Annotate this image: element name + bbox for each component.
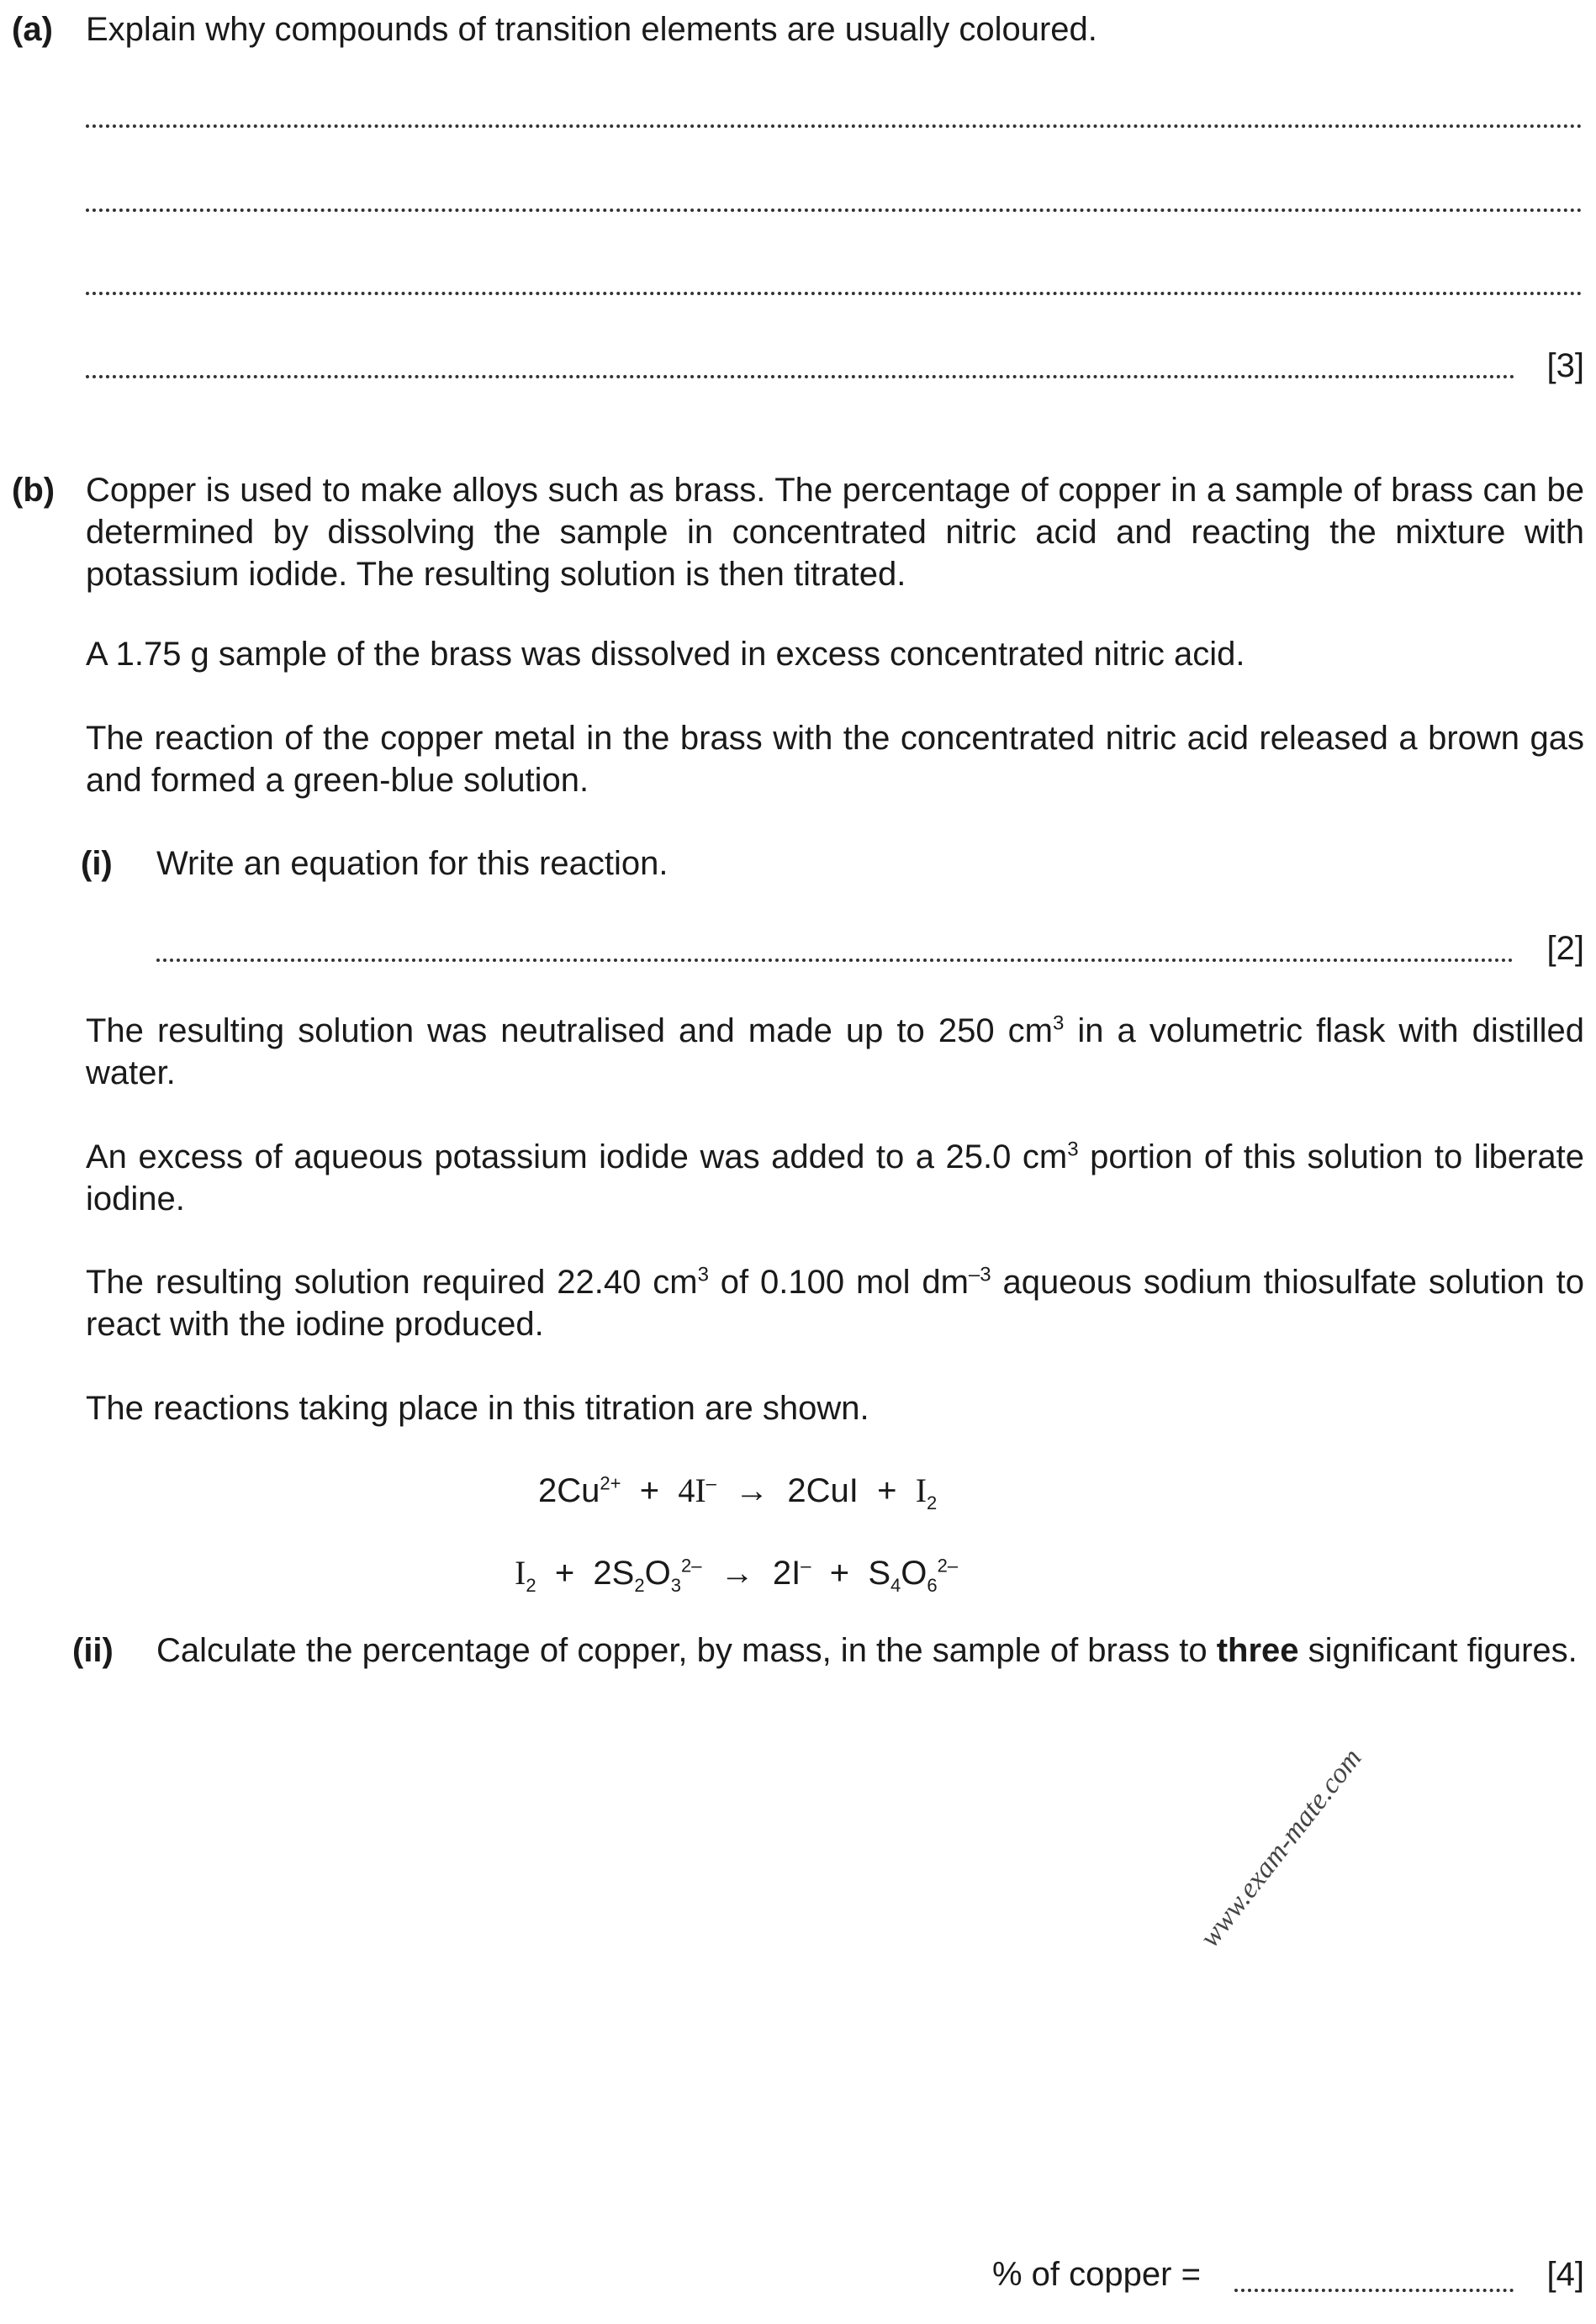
iodide-text: An excess of aqueous potassium iodide was added to a 25.0 $cm^3$ portion of this solution to liberate iodine.	[86, 1138, 1585, 1217]
answer-line-a-4[interactable]	[86, 375, 1515, 378]
part-a-label: (a)	[12, 11, 53, 48]
marks-ii: [4]	[1546, 2256, 1584, 2293]
answer-line-i[interactable]	[156, 959, 1514, 962]
reaction-text: The reaction of the copper metal in the brass with the concentrated nitric acid released a brown gas and formed a green-blue solution.	[86, 720, 1584, 799]
answer-line-a-2[interactable]	[86, 209, 1583, 212]
sub-ii-question: Calculate the percentage of copper, by mass, in the sample of brass to three significant figures.	[156, 1632, 1578, 1669]
reactions-intro: The reactions taking place in this titration are shown.	[86, 1390, 869, 1427]
marks-i: [2]	[1546, 930, 1584, 967]
marks-a: [3]	[1546, 347, 1584, 384]
part-a-question: Explain why compounds of transition elements are usually coloured.	[86, 11, 1097, 48]
sample-text: A 1.75 g sample of the brass was dissolved in excess concentrated nitric acid.	[86, 636, 1245, 673]
answer-line-ii[interactable]	[1234, 2289, 1514, 2292]
answer-line-a-3[interactable]	[86, 292, 1583, 295]
sub-ii-label: (ii)	[72, 1632, 114, 1669]
equation-2: $I_2 + 2S_2O_3^{2-} \to 2I^- + S_4O_6^{2-}$	[515, 1554, 959, 1596]
answer-line-a-1[interactable]	[86, 124, 1583, 128]
sub-i-label: (i)	[81, 845, 113, 882]
thiosulfate-text: The resulting solution required 22.40 $cm^3$ of 0.100 mol $dm^{-3}$ aqueous sodium thiosulfate solution to react with the iodine produced.	[86, 1263, 1585, 1343]
sub-i-question: Write an equation for this reaction.	[156, 845, 669, 882]
part-b-label: (b)	[12, 472, 55, 509]
answer-label-copper: % of copper =	[992, 2256, 1201, 2293]
arrow-icon: →	[735, 1472, 769, 1509]
neutralised-text: The resulting solution was neutralised and made up to 250 $cm^3$ in a volumetric flask with distilled water.	[86, 1011, 1584, 1091]
watermark: www.exam-mate.com	[1194, 1742, 1368, 1953]
equation-1: $2Cu^{2+} + 4I^- \to 2CuI + I_2$	[538, 1471, 938, 1513]
arrow-icon: →	[720, 1555, 754, 1592]
part-b-intro: Copper is used to make alloys such as brass. The percentage of copper in a sample of brass can be determined by dissolving the sample in concentrated nitric acid and reacting the mixture with potassium iodide. The resulting solution is then titrated.	[86, 472, 1584, 593]
